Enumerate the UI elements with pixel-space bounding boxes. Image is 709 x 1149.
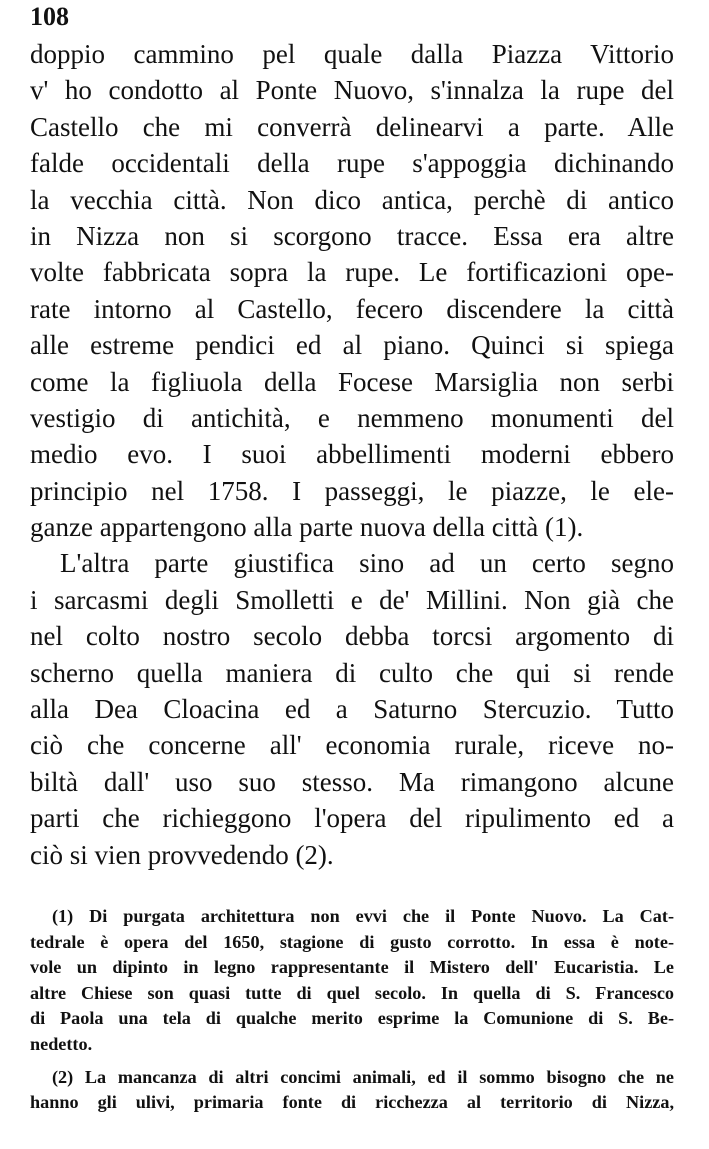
- footnote-line: hanno gli ulivi, primaria fonte di ricchezza al territorio di Nizza,: [30, 1092, 674, 1113]
- text-line: i sarcasmi degli Smolletti e de' Millini. Non già che: [30, 584, 674, 615]
- footnote-1: [30, 904, 674, 1058]
- footnote-2: [30, 1065, 674, 1116]
- text-line: falde occidentali della rupe s'appoggia dichinando: [30, 148, 674, 179]
- page-number: 108: [30, 2, 69, 31]
- text-line: alla Dea Cloacina ed a Saturno Stercuzio. Tutto: [30, 694, 674, 725]
- text-line: ciò si vien provvedendo (2).: [30, 839, 334, 870]
- text-line: ciò che concerne all' economia rurale, riceve no-: [30, 730, 674, 761]
- text-line: volte fabbricata sopra la rupe. Le fortificazioni ope-: [30, 257, 674, 288]
- text-line: biltà dall' uso suo stesso. Ma rimangono alcune: [30, 766, 674, 797]
- text-line: come la figliuola della Focese Marsiglia non serbi: [30, 366, 674, 397]
- text-line: ganze appartengono alla parte nuova della città (1).: [30, 512, 584, 543]
- text-line: L'altra parte giustifica sino ad un certo segno: [60, 548, 674, 579]
- text-line: in Nizza non si scorgono tracce. Essa era altre: [30, 220, 674, 251]
- text-line: Castello che mi converrà delinearvi a parte. Alle: [30, 111, 674, 142]
- footnote-line: tedrale è opera del 1650, stagione di gusto corrotto. In essa è note-: [30, 931, 674, 952]
- footnote-line: nedetto.: [30, 1033, 93, 1054]
- text-line: doppio cammino pel quale dalla Piazza Vittorio: [30, 39, 674, 69]
- footnote-line: vole un dipinto in legno rappresentante il Mistero dell' Eucaristia. Le: [30, 957, 674, 978]
- text-line: v' ho condotto al Ponte Nuovo, s'innalza la rupe del: [30, 75, 674, 106]
- text-line: nel colto nostro secolo debba torcsi argomento di: [30, 621, 674, 652]
- text-line: rate intorno al Castello, fecero discendere la città: [30, 293, 674, 324]
- text-line: medio evo. I suoi abbellimenti moderni ebbero: [30, 439, 674, 470]
- text-line: la vecchia città. Non dico antica, perchè di antico: [30, 184, 674, 215]
- text-line: vestigio di antichità, e nemmeno monumenti del: [30, 402, 674, 433]
- footnote-line: (1) Di purgata architettura non evvi che il Ponte Nuovo. La Cat-: [52, 906, 674, 926]
- text-line: parti che richieggono l'opera del ripulimento ed a: [30, 803, 674, 834]
- text-line: alle estreme pendici ed al piano. Quinci si spiega: [30, 330, 674, 361]
- text-line: scherno quella maniera di culto che qui si rende: [30, 657, 674, 688]
- footnote-line: altre Chiese son quasi tutte di quel secolo. In quella di S. Francesco: [30, 982, 674, 1003]
- text-line: principio nel 1758. I passeggi, le piazze, le ele-: [30, 475, 674, 506]
- footnotes: [30, 904, 674, 1116]
- footnote-line: di Paola una tela di qualche merito esprime la Comunione di S. Be-: [30, 1008, 674, 1029]
- footnote-line: (2) La mancanza di altri concimi animali, ed il sommo bisogno che ne: [52, 1066, 674, 1087]
- main-text: [30, 36, 674, 873]
